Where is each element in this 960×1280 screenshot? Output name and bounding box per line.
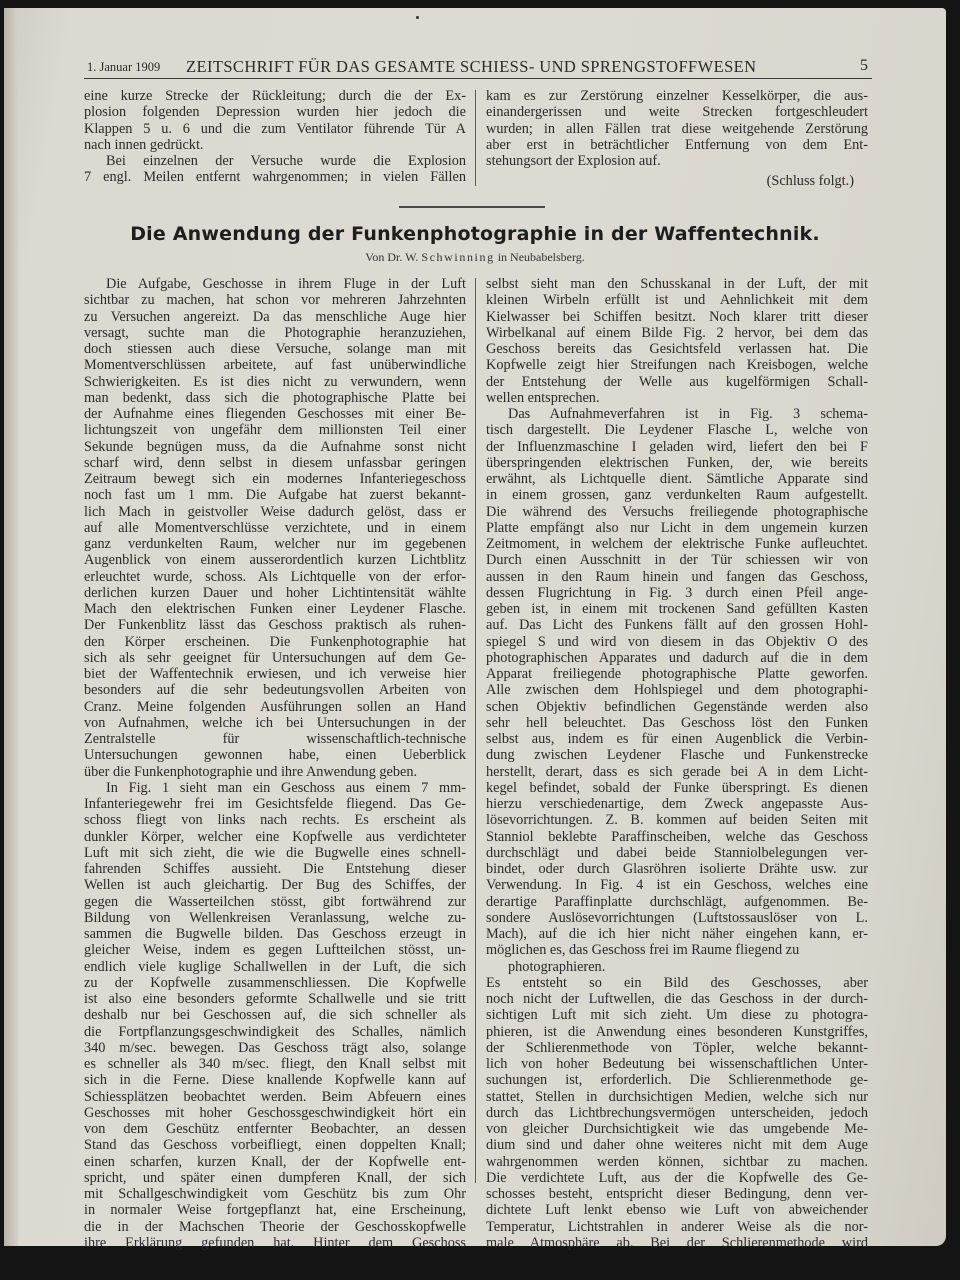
text-line: erwähnt, als Lichtquelle dient. Sämtliche Apparate sind — [486, 471, 868, 487]
text-line: doch stiessen auch diese Versuche, solange man mit — [84, 341, 466, 357]
text-line: Alle zwischen dem Hohlspiegel und dem photographi- — [486, 682, 868, 699]
text-line: durchschlägt und dabei beide Stanniolbelegungen ver- — [486, 844, 868, 861]
text-line: lichtungszeit von ungefähr dem millionsten Teil einer — [84, 422, 466, 439]
text-line: möglichen es, das Geschoss frei im Raume fliegend zu — [486, 942, 800, 959]
text-line: Kielwasser bei Schiffen besitzt. Noch klarer tritt dieser — [486, 308, 868, 325]
text-line: Apparat freiliegende photographische Platte geworfen. — [486, 666, 868, 682]
text-line: Untersuchungen gewonnen habe, einen Ueberblick — [84, 747, 466, 764]
text-line: stattet, Stellen in durchsichtigen Medien, welche sich nur — [486, 1088, 868, 1105]
text-line: hierzu verschiedenartige, dem Zweck angepasste Aus- — [486, 796, 868, 812]
text-line: gleicher Weise, indem es gegen Luftteilchen stösst, un- — [84, 942, 466, 959]
article-title: Die Anwendung der Funkenphotographie in der Waffentechnik. — [130, 223, 820, 245]
text-line: ihre Erklärung gefunden hat. Hinter dem Geschoss — [84, 1234, 466, 1251]
text-line: Das Aufnahmeverfahren ist in Fig. 3 schema- — [508, 406, 868, 422]
text-line: Zeitmoment, in welchem der elektrische Funke aufleuchtet. — [486, 536, 868, 552]
text-line: spiegel S und wird von diesem in das Objektiv O des — [486, 633, 868, 650]
text-line: Es entsteht so ein Bild des Geschosses, aber — [486, 974, 868, 991]
text-line: dessen Flugrichtung in Fig. 3 durch einen Pfeil ange- — [486, 584, 868, 601]
text-line: herstellt, derart, dass es sich gerade bei A in dem Licht- — [486, 763, 868, 780]
text-line: 7 engl. Meilen entfernt wahrgenommen; in vielen Fällen — [84, 169, 466, 186]
text-line: scharf wird, denn selbst in diesem unfassbar geringen — [84, 454, 466, 471]
text-line: lich Mach in geistvoller Weise dadurch gelöst, dass er — [84, 503, 466, 520]
column-divider-top — [475, 90, 476, 186]
text-line: sichtigen Luft mit sich zieht. Um diese zu photogra- — [486, 1007, 868, 1024]
text-line: Bildung von Wellenkreisen Veranlassung, welche zu- — [84, 909, 466, 926]
text-line: über die Funkenphotographie und ihre Anwendung geben. — [84, 763, 418, 780]
continuation-note: (Schluss folgt.) — [766, 173, 854, 190]
text-line: auf alle Momentverschlüsse verzichtete, und in einem — [84, 519, 466, 536]
text-line: Zeitraum bewegt sich ein modernes Infanteriegeschoss — [84, 471, 466, 487]
text-line: einandergerissen und weite Strecken fortgeschleudert — [486, 104, 868, 121]
column-divider-main — [475, 278, 476, 1183]
text-line: nach innen gedrückt. — [84, 136, 204, 153]
text-line: besonders auf die sehr bedeutungsvollen Arbeiten von — [84, 682, 466, 699]
text-line: Verwendung. In Fig. 4 ist ein Geschoss, welches eine — [486, 877, 868, 894]
text-line: Kopfwelle zeigt hier Streifungen nach Kreisbogen, welche — [486, 357, 868, 374]
text-line: zu Versuchen angereizt. Da das menschliche Auge hier — [84, 308, 466, 325]
text-line: Schiessplätzen beobachtet werden. Beim Abfeuern eines — [84, 1088, 466, 1105]
text-line: plosion folgenden Depression wurden hier jedoch die — [84, 104, 466, 121]
text-line: schosses besteht, entspricht dieser Bedingung, denn ver- — [486, 1186, 868, 1202]
text-line: Wellen ist auch gleichartig. Der Bug des Schiffes, der — [84, 877, 466, 894]
text-line: bindet, oder durch Glasröhren isolierte Drähte usw. zur — [486, 861, 868, 877]
text-line: Sekunde begnügen muss, da die Aufnahme sonst nicht — [84, 438, 466, 455]
article-byline — [4, 250, 946, 265]
journal-page — [4, 8, 946, 1251]
byline-suffix: in Neubabelsberg. — [497, 250, 585, 264]
text-line: lösevorrichtungen. Z. B. kommen auf beiden Seiten mit — [486, 812, 868, 829]
text-line: Geschosses mit hoher Geschossgeschwindigkeit hört ein — [84, 1104, 466, 1121]
text-line: dung zwischen Leydener Flasche und Funkenstrecke — [486, 747, 868, 764]
text-line: stehungsort der Explosion auf. — [486, 153, 661, 169]
text-line: dichtete Luft lenkt ebenso wie Luft von abweichender — [486, 1202, 868, 1219]
text-line: einen scharfen, kurzen Knall, der der Kopfwelle ent- — [84, 1153, 466, 1170]
text-line: Wirbelkanal auf einem Bilde Fig. 2 hervor, bei dem das — [486, 324, 868, 341]
text-line: Stanniol beklebte Paraffinscheiben, welche das Geschoss — [486, 828, 868, 845]
text-line: deshalb nur bei Geschossen auf, die sich schneller als — [84, 1007, 466, 1024]
text-line: überspringenden elektrischen Funken, der, wie bereits — [486, 454, 868, 471]
text-line: Momentverschlüssen arbeitete, auf fast unüberwindliche — [84, 357, 466, 374]
text-line: in normaler Weise fortgepflanzt hat, eine Erscheinung, — [84, 1202, 466, 1219]
text-line: ganz verdunkelten Raum, welcher nur im gegebenen — [84, 536, 466, 552]
text-line: auf. Das Licht des Funkens fällt auf den grossen Hohl- — [486, 617, 868, 634]
text-line: Infanteriegewehr frei im Gesichtsfelde fliegend. Das Ge- — [84, 796, 466, 812]
text-line: kam es zur Zerstörung einzelner Kesselkörper, die aus- — [486, 88, 868, 104]
text-line: suchungen ist, erforderlich. Die Schlierenmethode ge- — [486, 1072, 868, 1089]
text-line: zu der Kopfwelle zusammenschliessen. Die Kopfwelle — [84, 974, 466, 991]
byline-prefix: Von Dr. W. — [365, 250, 419, 264]
text-line: wurden; in allen Fällen trat diese weitgehende Zerstörung — [486, 120, 868, 137]
text-line: schen Objektiv befindlichen Gegenstände werden also — [486, 698, 868, 715]
text-line: versagt, suchte man die Photographie heranzuziehen, — [84, 324, 466, 341]
text-line: Augenblick von einem ausserordentlich kurzen Lichtblitz — [84, 552, 466, 569]
text-line: von dem Geschütz entfernter Beobachter, an dessen — [84, 1121, 466, 1137]
text-line: wellen entsprechen. — [486, 389, 600, 406]
text-line: selbst sieht man den Schusskanal in der Luft, der mit — [486, 276, 868, 292]
text-line: sehr hell beleuchtet. Das Geschoss löst den Funken — [486, 714, 868, 731]
text-line: dunkler Körper, welcher eine Kopfwelle aus verdichteter — [84, 828, 466, 845]
text-line: kegel befindet, sobald der Funke überspringt. Es dienen — [486, 779, 868, 796]
text-line: sich als sehr geeignet für Untersuchungen auf dem Ge- — [84, 649, 466, 666]
text-line: Luft mit sich zieht, die wie die Bugwelle eines schnell- — [84, 844, 466, 861]
issue-date: 1. Januar 1909 — [87, 60, 161, 74]
text-line: sammen die Bugwelle bilden. Das Geschoss erzeugt in — [84, 926, 466, 942]
text-line: Zentralstelle für wissenschaftlich-technische — [84, 731, 466, 747]
article-right-column — [486, 276, 868, 1251]
article-separator-rule — [399, 206, 545, 208]
text-line: fahrenden Schiffes aussieht. Die Entstehung dieser — [84, 861, 466, 877]
page-number: 5 — [860, 57, 868, 74]
text-line: eine kurze Strecke der Rückleitung; durch die der Ex- — [84, 88, 466, 104]
text-line: Schwierigkeiten. Es ist dies nicht zu verwundern, wenn — [84, 373, 466, 390]
text-line: sondere Auslösevorrichtungen (Luftstossauslöser von L. — [486, 909, 868, 926]
text-line: derlichen kurzen Dauer und hoher Lichtintensität wählte — [84, 584, 466, 601]
text-line: den Körper erscheinen. Die Funkenphotographie hat — [84, 633, 466, 650]
text-line: aussen in den Raum hinein und fangen das Geschoss, — [486, 568, 868, 585]
text-line: aber erst in beträchtlicher Entfernung von dem Ent- — [486, 136, 868, 153]
text-line: die Fortpflanzungsgeschwindigkeit des Schalles, nämlich — [84, 1023, 466, 1040]
text-line: gegen die Wasserteilchen stösst, gibt fortwährend zur — [84, 893, 466, 910]
text-line: tisch dargestellt. Die Leydener Flasche L, welche von — [486, 422, 868, 439]
text-line: kleinen Wirbeln erfüllt ist und Aehnlichkeit mit dem — [486, 292, 868, 309]
text-line: dium sind und daher ohne weiteres nicht mit dem Auge — [486, 1137, 868, 1154]
text-line: noch nicht der Luftwellen, die das Geschoss in der durch- — [486, 991, 868, 1007]
running-header — [84, 54, 872, 79]
text-line: selbst aus, indem es für einen Augenblick die Verbin- — [486, 731, 868, 747]
text-line: Mach), auf die ich hier nicht näher eingehen kann, er- — [486, 926, 868, 942]
text-line: der Schlierenmethode von Töpler, welche bekannt- — [486, 1039, 868, 1056]
text-line: lich von hoher Bedeutung bei wissenschaftlichen Unter- — [486, 1056, 868, 1072]
text-line: Die verdichtete Luft, aus der die Kopfwelle des Ge- — [486, 1169, 868, 1186]
text-line: in einem grossen, ganz verdunkelten Raum aufgestellt. — [486, 487, 868, 504]
text-line: In Fig. 1 sieht man ein Geschoss aus einem 7 mm- — [106, 779, 466, 796]
text-line: geben ist, in einem mit trockenen Sand gefüllten Kasten — [486, 601, 868, 617]
text-line: Geschoss bereits das Gesichtsfeld verlassen hat. Die — [486, 341, 868, 357]
text-line: Temperatur, Lichtstrahlen in anderer Weise als die nor- — [486, 1218, 868, 1235]
text-line: der Entstehung der Welle aus kugelförmigen Schall- — [486, 373, 868, 390]
text-line: man bedenkt, dass sich die photographische Platte bei — [84, 389, 466, 406]
byline-author: Schwinning — [421, 250, 495, 264]
text-line: mit Schallgeschwindigkeit vom Geschütz bis zum Ohr — [84, 1186, 466, 1202]
text-line: erleuchtet wurde, schoss. Als Lichtquelle von der erfor- — [84, 568, 466, 585]
text-line: ist also eine besonders geformte Schallwelle und sie tritt — [84, 991, 466, 1007]
previous-article-right-column — [486, 88, 868, 190]
previous-article-left-column — [84, 88, 466, 186]
text-line: es schneller als 340 m/sec. fliegt, den Knall selbst mit — [84, 1056, 466, 1072]
text-line: von Aufnahmen, welche ich bei Untersuchungen in der — [84, 714, 466, 731]
text-line: sich in die Ferne. Diese knallende Kopfwelle kann auf — [84, 1072, 466, 1089]
text-line: Die Aufgabe, Geschosse in ihrem Fluge in der Luft — [106, 276, 466, 292]
text-line: Durch einen Ausschnitt in der Tür schiessen wir von — [486, 552, 868, 569]
page-speck — [416, 16, 419, 19]
text-line: von gleicher Durchsichtigkeit wie das umgebende Me- — [486, 1121, 868, 1137]
text-line: sichtbar zu machen, hat schon vor mehreren Jahrzehnten — [84, 292, 466, 309]
text-line: Bei einzelnen der Versuche wurde die Explosion — [106, 153, 466, 169]
text-line: der Aufnahme eines fliegenden Geschosses mit einer Be- — [84, 406, 466, 422]
text-line: schoss fliegt von links nach rechts. Es erscheint als — [84, 812, 466, 829]
text-line: Die während des Versuchs freiliegende photographische — [486, 503, 868, 520]
article-left-column — [84, 276, 466, 1251]
text-line: wahrgenommen werden können, sichtbar zu machen. — [486, 1153, 868, 1170]
text-line: male Atmosphäre ab. Bei der Schlierenmethode wird — [486, 1234, 868, 1251]
text-line: noch fast um 1 mm. Die Aufgabe hat zuerst bekannt- — [84, 487, 466, 504]
journal-title: ZEITSCHRIFT FÜR DAS GESAMTE SCHIESS- UND SPRENGSTOFFWESEN — [186, 57, 757, 76]
text-line: photographischen Apparates und dadurch auf die in dem — [486, 649, 868, 666]
text-line: Cranz. Meine folgenden Ausführungen sollen an Hand — [84, 698, 466, 715]
text-line: die in der Machschen Theorie der Geschosskopfwelle — [84, 1218, 466, 1235]
text-line: phieren, ist die Anwendung eines besonderen Kunstgriffes, — [486, 1023, 868, 1040]
text-line: 340 m/sec. bewegen. Das Geschoss trägt also, solange — [84, 1039, 466, 1056]
text-line: Der Funkenblitz lässt das Geschoss praktisch als ruhen- — [84, 617, 466, 634]
text-line: photographieren. — [508, 958, 606, 975]
text-line: spricht, und später einen dumpferen Knall, der sich — [84, 1169, 466, 1186]
text-line: Stand das Geschoss vorbeifliegt, einen doppelten Knall; — [84, 1137, 466, 1154]
text-line: Platte empfängt also nur Licht in dem ungemein kurzen — [486, 519, 868, 536]
text-line: durch das Lichtbrechungsvermögen unterscheiden, jedoch — [486, 1104, 868, 1121]
text-line: Mach den elektrischen Funken einer Leydener Flasche. — [84, 601, 466, 617]
text-line: Klappen 5 u. 6 und die zum Ventilator führende Tür A — [84, 120, 466, 137]
text-line: biet der Waffentechnik erwiesen, und ich verweise hier — [84, 666, 466, 682]
text-line: derartige Paraffinplatte durchschlägt, aufgenommen. Be- — [486, 893, 868, 910]
text-line: endlich viele kuglige Schallwellen in der Luft, die sich — [84, 958, 466, 975]
text-line: der Influenzmaschine I geladen wird, liefert den bei F — [486, 438, 868, 455]
